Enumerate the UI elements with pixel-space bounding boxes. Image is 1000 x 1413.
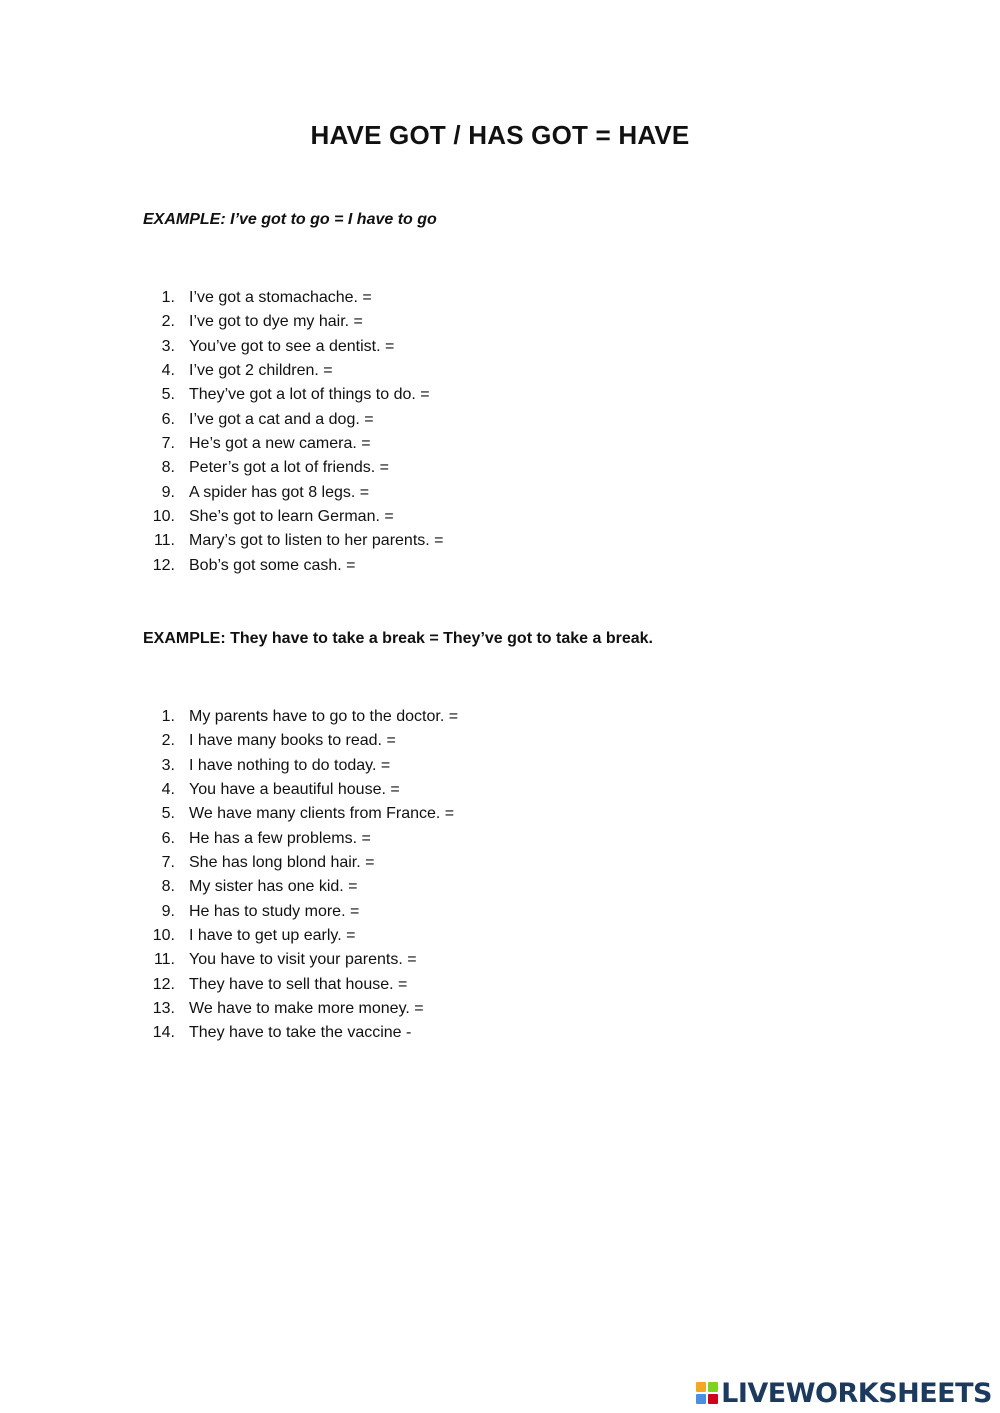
exercise-sentence: Mary’s got to listen to her parents. =	[189, 532, 444, 550]
exercise-item	[143, 359, 444, 383]
exercise-number: 7.	[161, 435, 175, 453]
exercise-item	[143, 529, 444, 553]
exercise-sentence: My parents have to go to the doctor. =	[189, 708, 459, 725]
exercise-sentence: We have to make more money. =	[189, 1000, 424, 1018]
exercise-sentence: He has a few problems. =	[189, 829, 371, 847]
logo-text: LIVEWORKSHEETS	[721, 1377, 992, 1409]
exercise-item	[143, 997, 458, 1021]
exercise-sentence: They’ve got a lot of things to do. =	[189, 386, 430, 404]
exercise-sentence: I’ve got 2 children. =	[189, 362, 333, 380]
exercise-sentence: I’ve got to dye my hair. =	[189, 313, 363, 331]
exercise-sentence: She has long blond hair. =	[189, 854, 375, 872]
exercise-number: 12.	[152, 975, 175, 993]
exercise-sentence: I’ve got a cat and a dog. =	[189, 410, 374, 428]
exercise-number: 3.	[161, 337, 175, 355]
exercise-number: 6.	[161, 829, 175, 847]
logo-square-blue	[696, 1394, 706, 1404]
exercise-item	[143, 310, 444, 334]
exercise-sentence: She’s got to learn German. =	[189, 508, 394, 526]
exercise-item	[143, 900, 458, 924]
exercise-sentence: I have many books to read. =	[189, 732, 396, 750]
exercise-item	[143, 973, 458, 997]
exercise-sentence: We have many clients from France. =	[189, 805, 455, 823]
exercise-sentence: A spider has got 8 legs. =	[189, 483, 370, 501]
exercise-item	[143, 705, 458, 729]
example-section-2: EXAMPLE: They have to take a break = They’ve got to take a break.	[143, 630, 653, 647]
exercise-sentence: You have to visit your parents. =	[189, 951, 417, 969]
exercise-number: 10.	[152, 508, 175, 526]
exercise-item	[143, 729, 458, 753]
exercise-number: 9.	[161, 483, 175, 501]
exercise-item	[143, 778, 458, 802]
exercise-sentence: He has to study more. =	[189, 902, 360, 920]
exercise-item	[143, 408, 444, 432]
exercise-sentence: You’ve got to see a dentist. =	[189, 337, 395, 355]
worksheet-title: HAVE GOT / HAS GOT = HAVE	[310, 120, 690, 150]
exercise-item	[143, 827, 458, 851]
exercise-number: 8.	[161, 459, 175, 477]
exercise-number: 3.	[161, 756, 175, 774]
exercise-sentence: They have to take the vaccine -	[189, 1024, 412, 1042]
exercise-list-section-1	[143, 286, 444, 578]
exercise-sentence: I have to get up early. =	[189, 927, 356, 945]
exercise-number: 4.	[161, 362, 175, 380]
exercise-number: 1.	[161, 289, 175, 306]
exercise-sentence: He’s got a new camera. =	[189, 435, 371, 453]
exercise-number: 2.	[161, 732, 175, 750]
exercise-number: 13.	[152, 1000, 175, 1018]
exercise-number: 4.	[161, 781, 175, 799]
exercise-item	[143, 432, 444, 456]
logo-square-red	[708, 1394, 718, 1404]
exercise-item	[143, 286, 444, 310]
exercise-number: 11.	[153, 532, 175, 550]
exercise-number: 9.	[161, 902, 175, 920]
exercise-number: 7.	[161, 854, 175, 872]
exercise-item	[143, 875, 458, 899]
exercise-number: 6.	[161, 410, 175, 428]
exercise-item	[143, 754, 458, 778]
liveworksheets-logo[interactable]	[696, 1377, 992, 1409]
exercise-item	[143, 1021, 458, 1045]
logo-square-orange	[696, 1382, 706, 1392]
exercise-item	[143, 383, 444, 407]
exercise-sentence: Bob’s got some cash. =	[189, 556, 356, 574]
exercise-sentence: You have a beautiful house. =	[189, 781, 400, 799]
exercise-item	[143, 802, 458, 826]
exercise-number: 2.	[161, 313, 175, 331]
exercise-item	[143, 481, 444, 505]
example-section-1: EXAMPLE: I’ve got to go = I have to go	[143, 211, 437, 228]
exercise-item	[143, 505, 444, 529]
exercise-item	[143, 554, 444, 578]
exercise-item	[143, 851, 458, 875]
logo-square-green	[708, 1382, 718, 1392]
exercise-number: 10.	[152, 927, 175, 945]
exercise-sentence: I’ve got a stomachache. =	[189, 289, 372, 306]
exercise-sentence: Peter’s got a lot of friends. =	[189, 459, 389, 477]
exercise-number: 5.	[161, 386, 175, 404]
exercise-item	[143, 948, 458, 972]
exercise-item	[143, 924, 458, 948]
liveworksheets-logo-icon	[696, 1382, 718, 1404]
exercise-number: 5.	[161, 805, 175, 823]
exercise-sentence: My sister has one kid. =	[189, 878, 358, 896]
exercise-list-section-2	[143, 705, 458, 1046]
exercise-number: 11.	[153, 951, 175, 969]
exercise-number: 1.	[161, 708, 175, 725]
exercise-number: 8.	[161, 878, 175, 896]
exercise-number: 12.	[152, 556, 175, 574]
exercise-item	[143, 335, 444, 359]
exercise-item	[143, 456, 444, 480]
exercise-sentence: They have to sell that house. =	[189, 975, 408, 993]
exercise-number: 14.	[152, 1024, 175, 1042]
exercise-sentence: I have nothing to do today. =	[189, 756, 391, 774]
